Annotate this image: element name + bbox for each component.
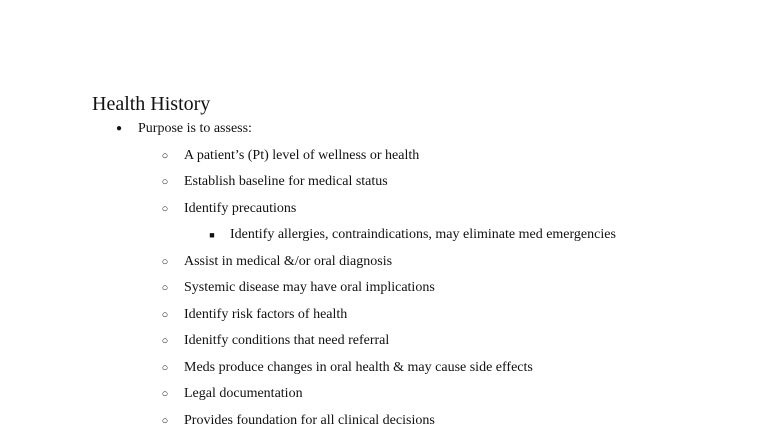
circle-bullet-icon: ○ [161, 202, 169, 215]
list-item-text: Idenitfy conditions that need referral [184, 333, 390, 348]
circle-bullet-icon: ○ [161, 388, 169, 400]
page-title: Health History [92, 93, 211, 115]
circle-bullet-icon: ○ [161, 282, 169, 294]
list-item-text: Identify allergies, contraindications, may eliminate med emergencies [230, 227, 616, 242]
list-item-text: Purpose is to assess: [138, 121, 252, 136]
list-item-text: A patient’s (Pt) level of wellness or health [184, 147, 420, 163]
circle-bullet-icon: ○ [161, 308, 169, 321]
list-item-text: Identify precautions [184, 200, 297, 216]
list-item-text: Provides foundation for all clinical decisions [184, 412, 435, 428]
square-bullet-icon: ■ [209, 230, 215, 240]
circle-bullet-icon: ○ [161, 176, 169, 188]
list-item-text: Legal documentation [184, 386, 303, 401]
list-item-text: Assist in medical &/or oral diagnosis [184, 253, 393, 269]
circle-bullet-icon: ○ [161, 149, 169, 162]
list-item-text: Establish baseline for medical status [184, 174, 388, 189]
disc-bullet-icon: ● [115, 123, 123, 134]
circle-bullet-icon: ○ [161, 414, 169, 427]
list-item-text: Identify risk factors of health [184, 306, 348, 322]
list-item-text: Meds produce changes in oral health & may cause side effects [184, 359, 533, 375]
circle-bullet-icon: ○ [161, 361, 169, 374]
circle-bullet-icon: ○ [161, 335, 169, 347]
circle-bullet-icon: ○ [161, 255, 169, 268]
list-item-text: Systemic disease may have oral implications [184, 280, 435, 295]
